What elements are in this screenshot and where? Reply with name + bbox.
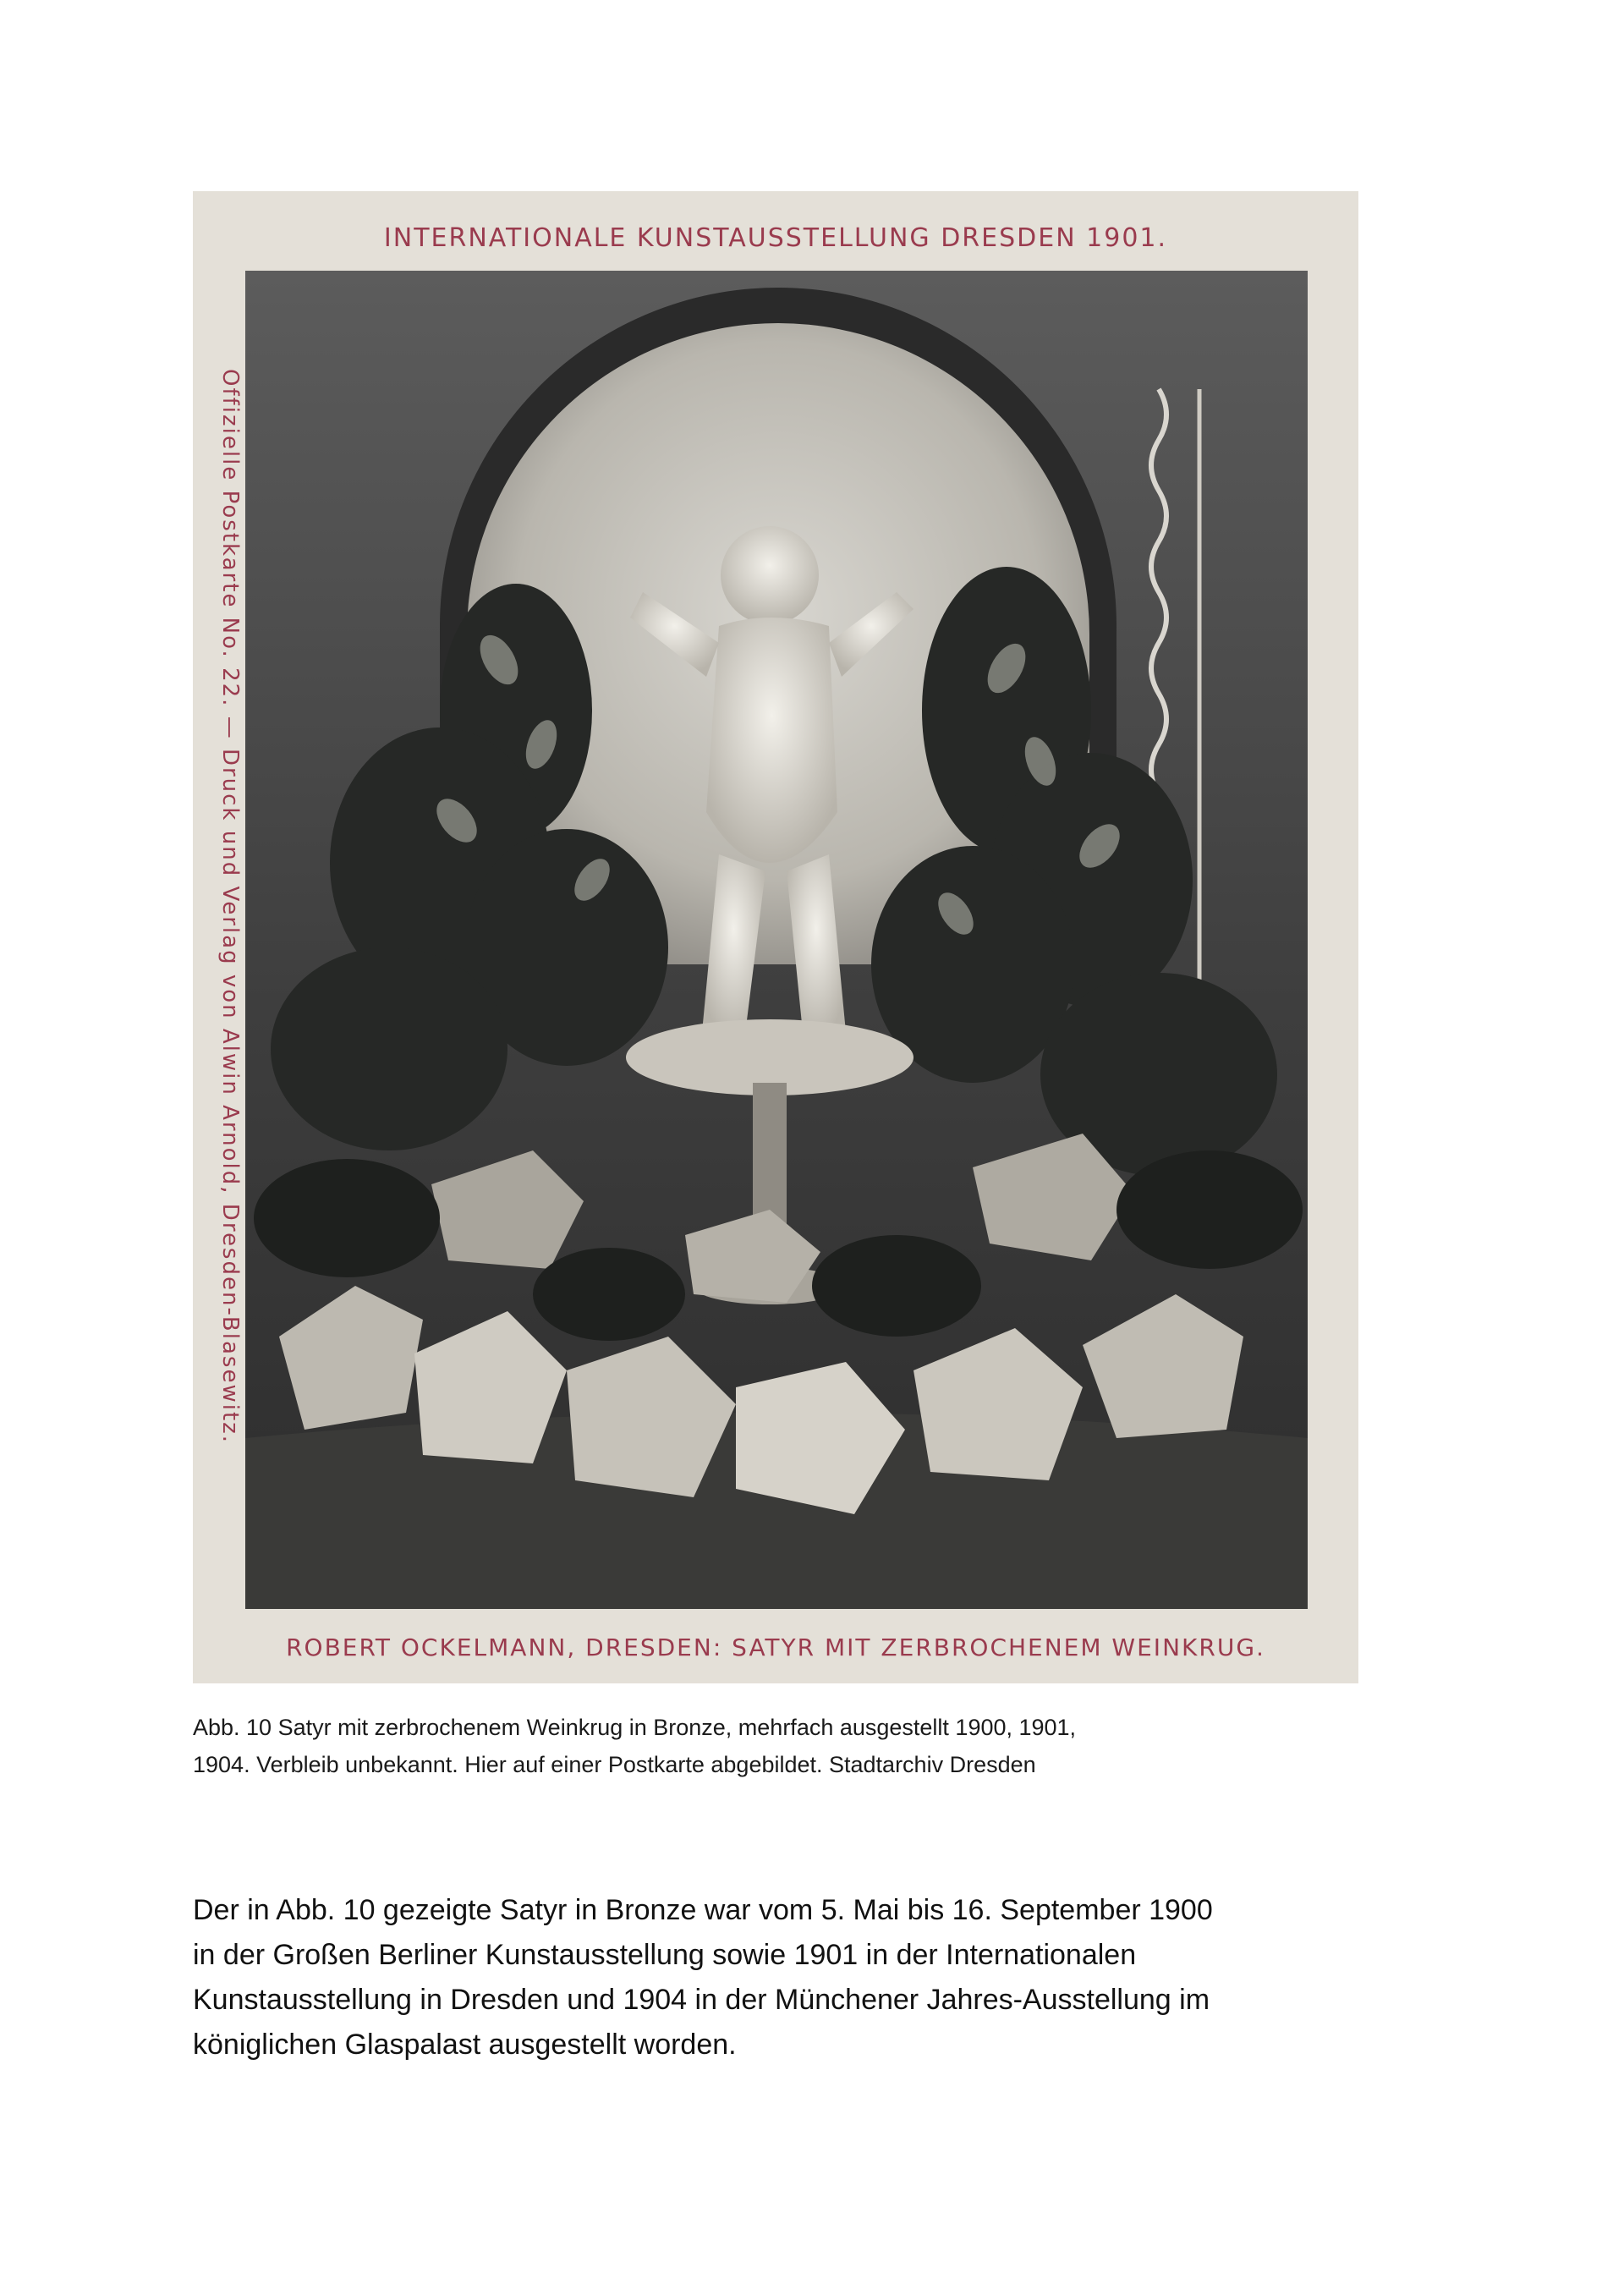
postcard-photo: [245, 271, 1308, 1609]
body-paragraph: [193, 1888, 1445, 2067]
body-line: Kunstausstellung in Dresden und 1904 in der Münchener Jahres-Ausstellung im: [193, 1984, 1210, 2016]
satyr-fountain-illustration: [245, 271, 1308, 1609]
figure-caption: [193, 1709, 1394, 1783]
postcard-side-text: [213, 369, 247, 1595]
figure-caption-line: Abb. 10 Satyr mit zerbrochenem Weinkrug in Bronze, mehrfach ausgestellt 1900, 1901,: [193, 1715, 1077, 1740]
body-line: königlichen Glaspalast ausgestellt worden.: [193, 2029, 737, 2061]
postcard-image: [193, 191, 1358, 1683]
postcard-footer: ROBERT OCKELMANN, DRESDEN: SATYR MIT ZERBROCHENEM WEINKRUG.: [286, 1633, 1265, 1661]
postcard-header: INTERNATIONALE KUNSTAUSSTELLUNG DRESDEN 1901.: [383, 223, 1168, 253]
postcard-side-label: Offizielle Postkarte No. 22. — Druck und Verlag von Alwin Arnold, Dresden-Blasewitz.: [217, 369, 243, 1445]
figure-caption-line: 1904. Verbleib unbekannt. Hier auf einer Postkarte abgebildet. Stadtarchiv Dresden: [193, 1752, 1036, 1777]
body-line: Der in Abb. 10 gezeigte Satyr in Bronze war vom 5. Mai bis 16. September 1900: [193, 1894, 1213, 1926]
body-line: in der Großen Berliner Kunstausstellung sowie 1901 in der Internationalen: [193, 1939, 1137, 1971]
